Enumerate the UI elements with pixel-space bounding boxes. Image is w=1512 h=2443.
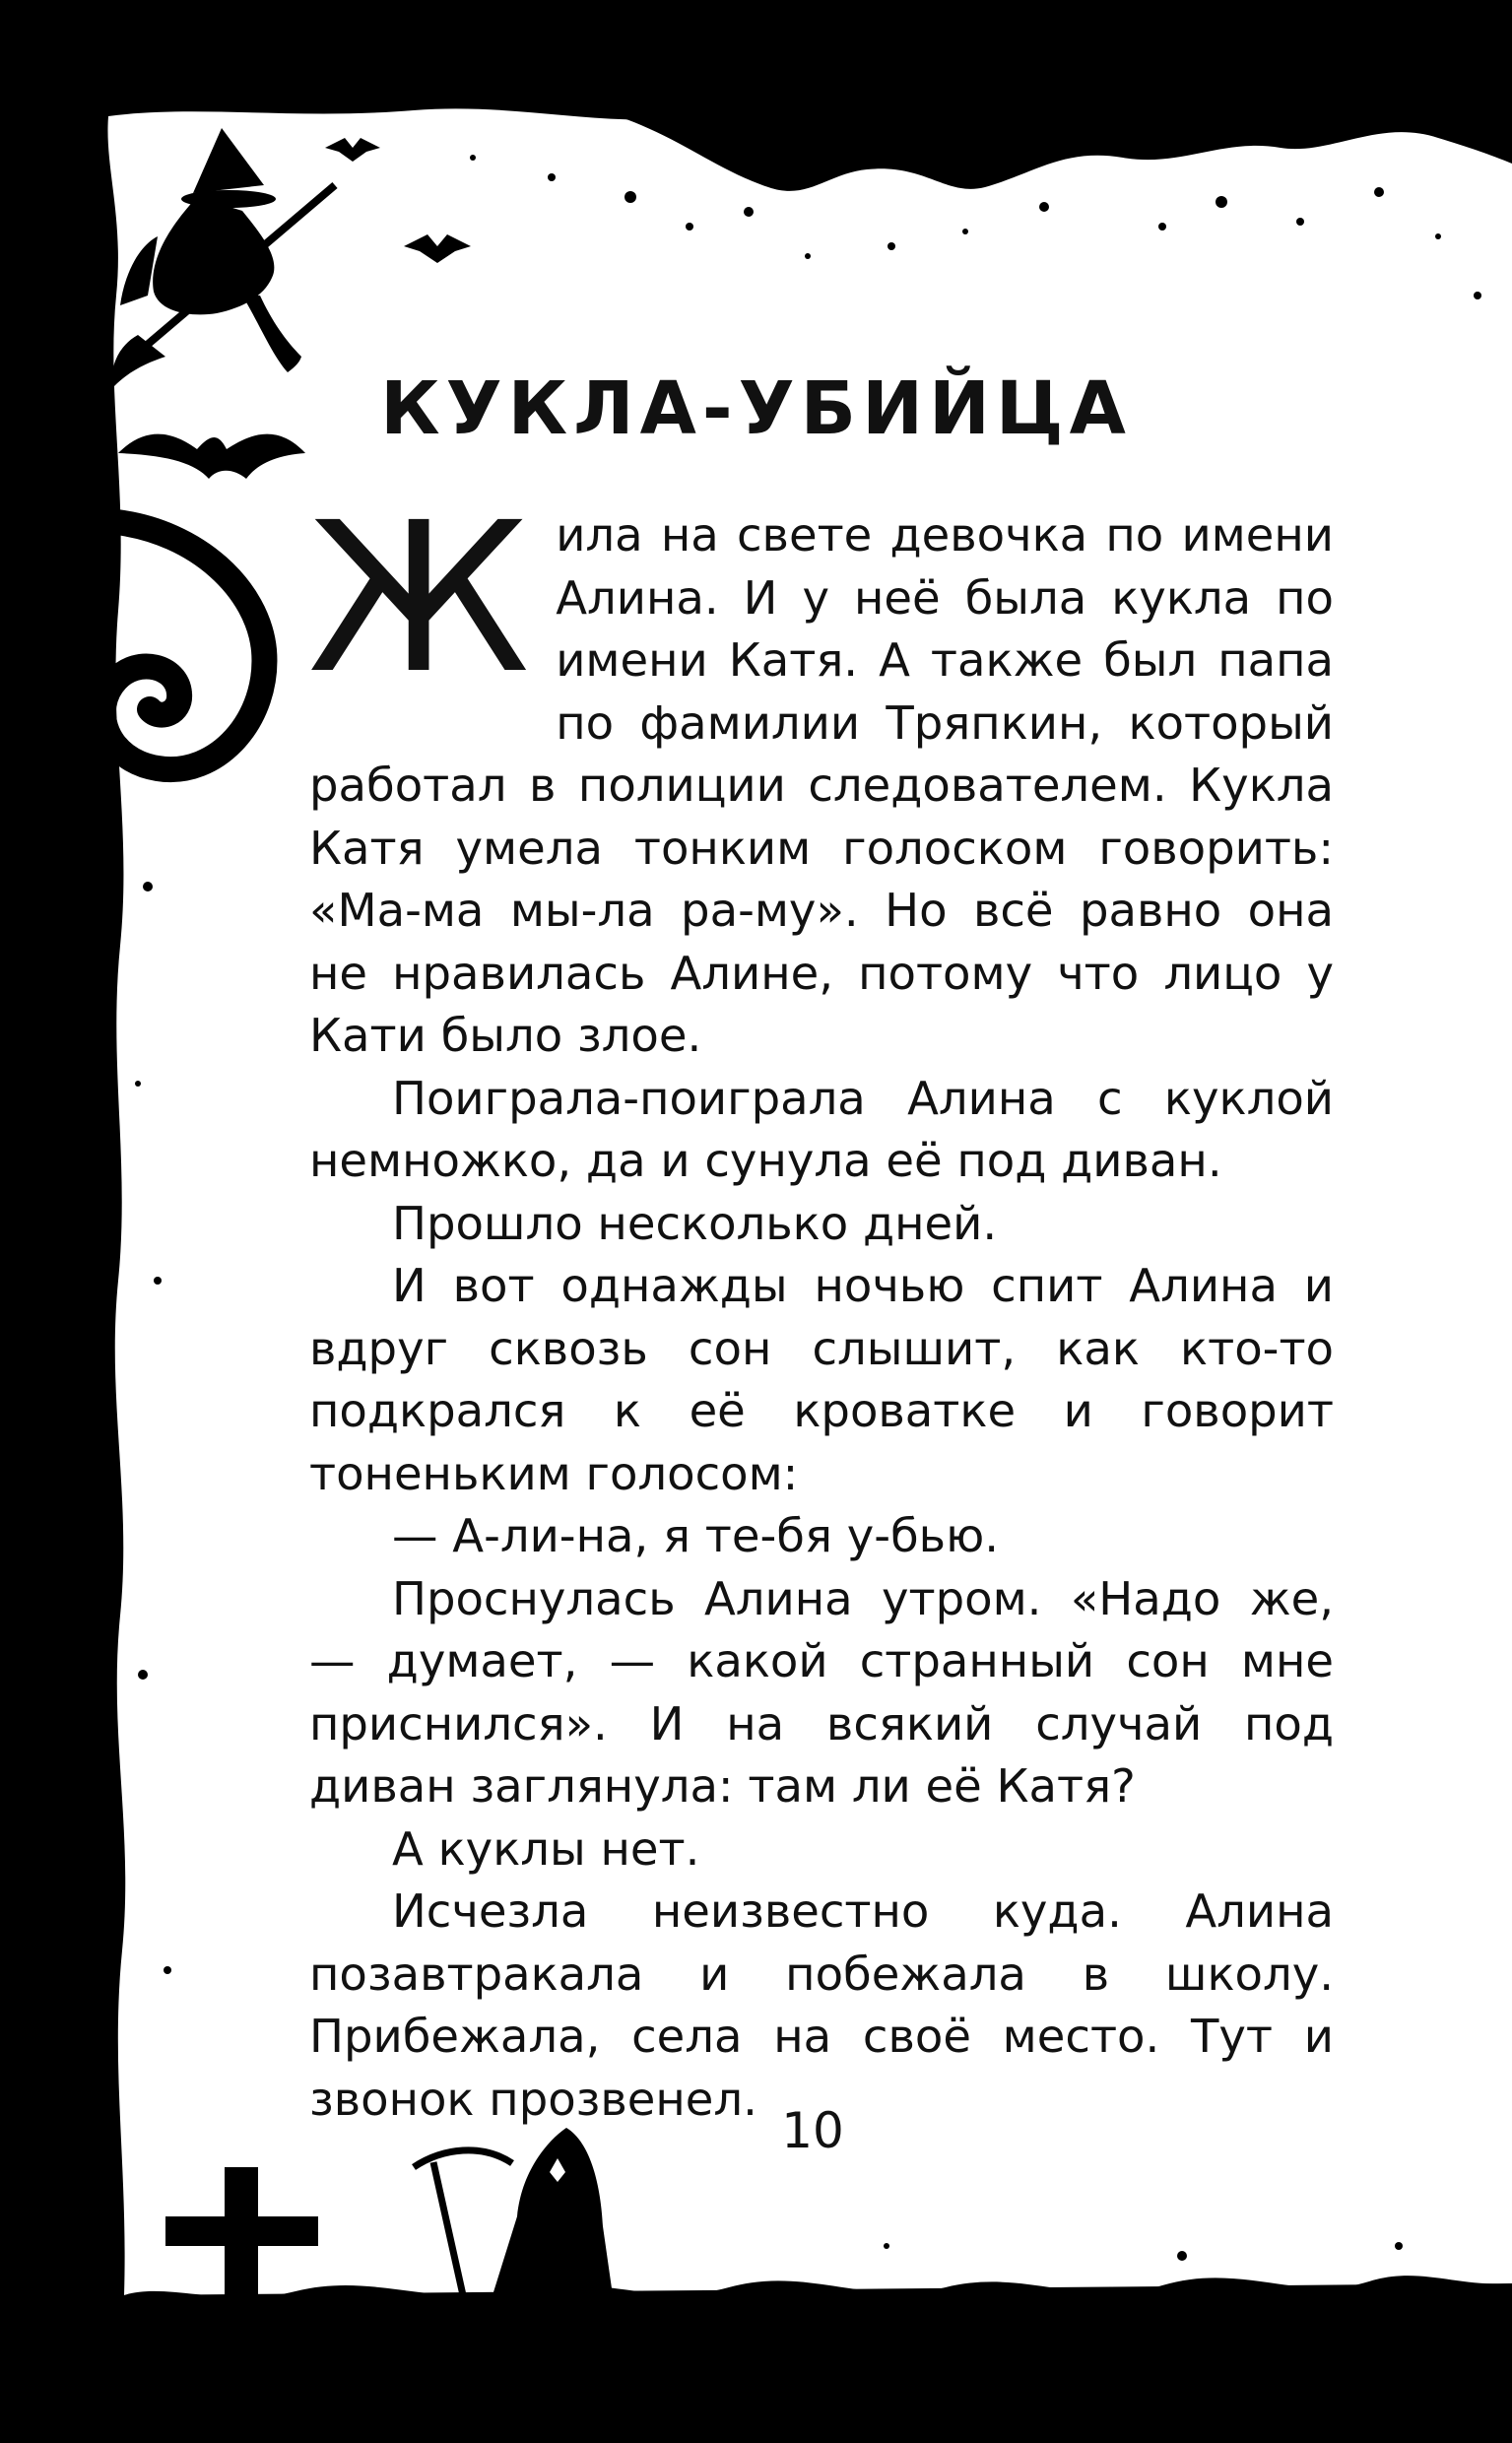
bottom-ink-band (0, 2283, 1512, 2443)
paragraph (307, 478, 1334, 1068)
paragraph: Проснулась Алина утром. «Надо же, — думает, — какой странный сон мне приснился». И на всякий случай под диван заглянула: там ли её Катя? (309, 1571, 1334, 1813)
chapter-title: КУКЛА-УБИЙЦА (380, 366, 1132, 451)
paragraph: Прошло несколько дней. (392, 1196, 998, 1250)
page-number: 10 (781, 2102, 844, 2159)
paragraph: — А-ли-на, я те-бя у-бью. (392, 1509, 1000, 1562)
paragraph: Исчезла неизвестно куда. Алина позавтракала и побежала в школу. Прибежала, села на своё место. Тут и звонок прозвенел. (309, 1884, 1334, 2126)
paragraph: Поиграла-поиграла Алина с куклой немножко, да и сунула её под диван. (309, 1071, 1334, 1187)
paragraph: И вот однажды ночью спит Алина и вдруг сквозь сон слышит, как кто-то подкрался к её кроватке и говорит тоненьким голосом: (309, 1259, 1334, 1500)
paragraph: А куклы нет. (392, 1821, 700, 1876)
paragraph-text: ила на свете девочка по имени Алина. И у неё была кукла по имени Катя. А также был папа по фамилии Тряпкин, который работал в полиции следователем. Кукла Катя умела тонким голоском говорить: «Ма-ма мы-ла ра-му». Но всё равно она не нравилась Алине, потому что лицо у Кати было злое. (309, 508, 1334, 1062)
drop-cap: Ж (307, 478, 531, 719)
story-text (307, 478, 1334, 2131)
